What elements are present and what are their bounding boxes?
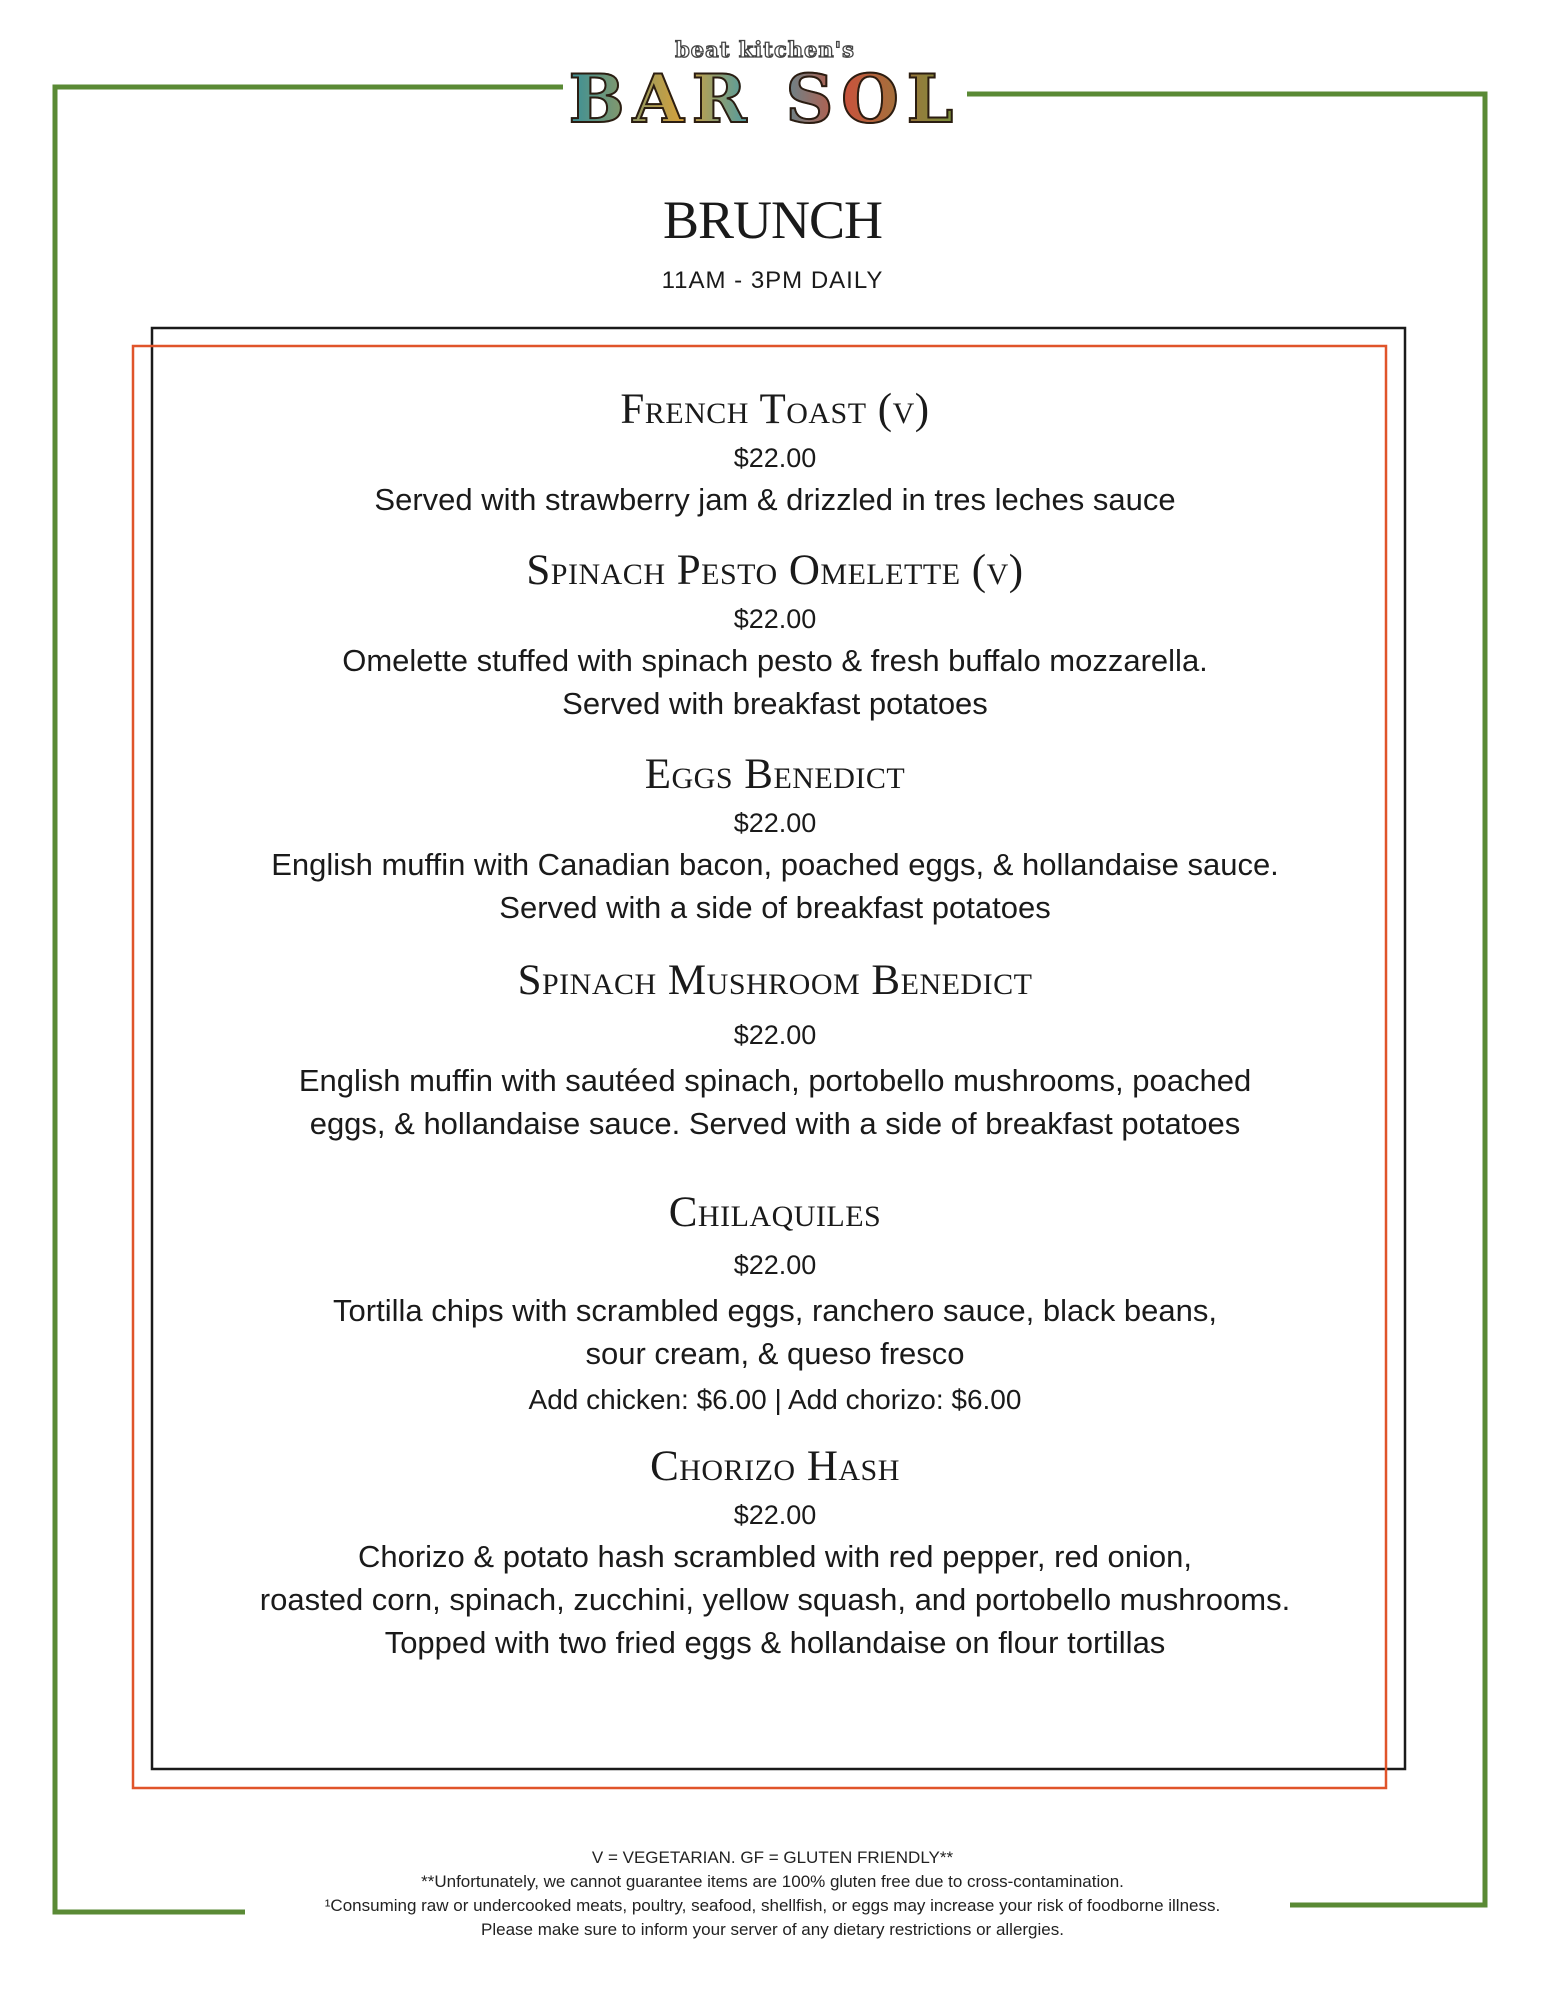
- logo-subtitle: beat kitchen's: [675, 37, 855, 62]
- footer-legend: V = VEGETARIAN. GF = GLUTEN FRIENDLY**: [591, 1848, 954, 1867]
- footer-gluten-disclaimer: **Unfortunately, we cannot guarantee items are 100% gluten free due to cross-contamination.: [421, 1872, 1124, 1891]
- menu-item-chilaquiles: [150, 1185, 1400, 1421]
- item-description: Served with breakfast potatoes: [562, 686, 988, 721]
- menu-item-chorizo-hash: [150, 1439, 1400, 1664]
- item-name: Spinach Mushroom Benedict: [517, 957, 1033, 1004]
- menu-item-eggs-benedict: [150, 747, 1400, 929]
- item-price: $22.00: [733, 1020, 817, 1050]
- menu-item-spinach-mushroom-benedict: [150, 953, 1400, 1145]
- page-title: BRUNCH: [662, 190, 883, 250]
- item-description: Served with a side of breakfast potatoes: [499, 890, 1051, 925]
- footer-notes: [0, 1846, 1545, 1942]
- menu-list: [150, 382, 1400, 1664]
- item-description: sour cream, & queso fresco: [585, 1336, 965, 1371]
- item-description: English muffin with Canadian bacon, poached eggs, & hollandaise sauce.: [271, 847, 1279, 882]
- item-description: Topped with two fried eggs & hollandaise on flour tortillas: [384, 1625, 1166, 1660]
- logo-wordmark: BAR SOL: [560, 62, 970, 136]
- item-price: $22.00: [733, 808, 817, 838]
- menu-item-french-toast: [150, 382, 1400, 521]
- item-name: Chilaquiles: [668, 1189, 882, 1236]
- item-description: Tortilla chips with scrambled eggs, ranchero sauce, black beans,: [333, 1293, 1217, 1328]
- item-price: $22.00: [733, 1250, 817, 1280]
- footer-allergy-note: Please make sure to inform your server of any dietary restrictions or allergies.: [481, 1920, 1064, 1939]
- menu-item-spinach-pesto-omelette: [150, 543, 1400, 725]
- item-name: Eggs Benedict: [644, 751, 906, 798]
- item-description: Chorizo & potato hash scrambled with red pepper, red onion,: [357, 1539, 1193, 1574]
- item-description: Served with strawberry jam & drizzled in tres leches sauce: [374, 482, 1176, 517]
- item-name: French Toast (v): [620, 386, 930, 433]
- bar-sol-logo: [560, 38, 970, 138]
- item-price: $22.00: [733, 443, 817, 473]
- item-description: English muffin with sautéed spinach, portobello mushrooms, poached: [298, 1063, 1252, 1098]
- item-description: Omelette stuffed with spinach pesto & fresh buffalo mozzarella.: [342, 643, 1208, 678]
- item-price: $22.00: [733, 604, 817, 634]
- item-description: eggs, & hollandaise sauce. Served with a side of breakfast potatoes: [309, 1106, 1241, 1141]
- footer-raw-food-warning: ¹Consuming raw or undercooked meats, poultry, seafood, shellfish, or eggs may increase your risk of foodborne illness.: [324, 1896, 1221, 1915]
- item-name: Chorizo Hash: [650, 1443, 900, 1490]
- item-addon-options: Add chicken: $6.00 | Add chorizo: $6.00: [528, 1384, 1022, 1415]
- service-hours: 11AM - 3PM DAILY: [661, 267, 884, 294]
- item-price: $22.00: [733, 1500, 817, 1530]
- item-name: Spinach Pesto Omelette (v): [526, 547, 1024, 594]
- item-description: roasted corn, spinach, zucchini, yellow squash, and portobello mushrooms.: [259, 1582, 1291, 1617]
